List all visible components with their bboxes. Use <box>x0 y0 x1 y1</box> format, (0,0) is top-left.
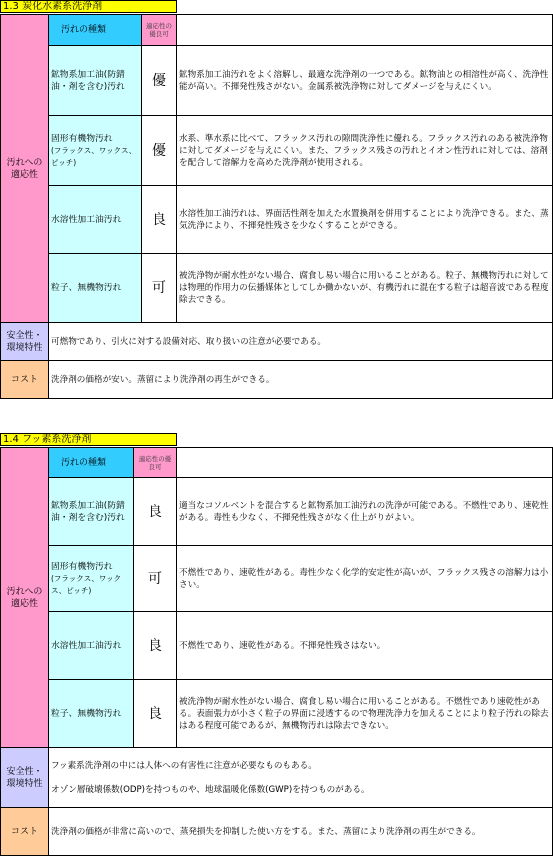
row-desc: 不燃性であり、速乾性がある。毒性少なく化学的安定性が高いが、フラックス残さの溶解力は小さい。 <box>177 546 553 612</box>
table-header-row <box>1 15 553 46</box>
row-type-sub: (フラックス、ワックス、ピッチ) <box>51 573 122 595</box>
safety-label: 安全性・環境特性 <box>1 748 49 808</box>
row-desc: 鉱物系加工油汚れをよく溶解し、最適な洗浄剤の一つである。鉱物油との相溶性が高く、洗浄性能が高い。不揮発性残さがない。金属系被洗浄物に対してダメージを与えにくい。 <box>177 46 553 116</box>
cost-label: コスト <box>1 808 49 856</box>
spec-table <box>0 447 553 856</box>
row-desc: 被洗浄物が耐水性がない場合、腐食し易い場合に用いることがある。不燃性であり速乾性がある。表面張力が小さく粒子の界面に浸透するので物理洗浄力を加えることにより粒子汚れの除去はある程度可能であるが、無機物汚れは除去できない。 <box>177 680 553 748</box>
table-row <box>1 186 553 254</box>
adapt-label: 汚れへの適応性 <box>1 448 49 748</box>
table-row <box>1 546 553 612</box>
row-desc: 水系、準水系に比べて、フラックス汚れの隙間洗浄性に優れる。フラックス汚れのある被洗浄物に対してダメージを与えにくい。また、フラックス残さの汚れとイオン性汚れに対しては、溶剤を配合して溶解力を高めた洗浄剤が使用される。 <box>177 116 553 186</box>
row-type-cell <box>49 116 142 186</box>
header-blank <box>177 448 553 478</box>
safety-label: 安全性・環境特性 <box>1 323 49 361</box>
row-desc: 水溶性加工油汚れは、界面活性剤を加えた水置換剤を併用することにより洗浄できる。また、蒸気洗浄により、不揮発性残さを少なくすることができる。 <box>177 186 553 254</box>
safety-row <box>1 323 553 361</box>
table-header-row <box>1 448 553 478</box>
header-type: 汚れの種類 <box>49 448 134 478</box>
row-type: 固形有機物汚れ <box>51 561 113 572</box>
row-type: 固形有機物汚れ <box>51 133 113 144</box>
header-rate: 適応性の優良可 <box>134 448 177 478</box>
safety-line: フッ素系洗浄剤の中には人体への有害性に注意が必要なものもある。 <box>51 760 317 771</box>
adapt-label: 汚れへの適応性 <box>1 15 49 323</box>
row-rating: 良 <box>134 478 177 546</box>
table-row <box>1 46 553 116</box>
row-rating: 可 <box>142 254 177 323</box>
table-row <box>1 254 553 323</box>
row-rating: 可 <box>134 546 177 612</box>
table-row <box>1 116 553 186</box>
row-rating: 優 <box>142 116 177 186</box>
row-rating: 優 <box>142 46 177 116</box>
header-type: 汚れの種類 <box>49 15 142 46</box>
header-rate: 適応性の優良可 <box>142 15 177 46</box>
cost-row <box>1 808 553 856</box>
table-row <box>1 680 553 748</box>
safety-text <box>49 748 553 808</box>
row-desc: 不燃性であり、速乾性がある。不揮発性残さはない。 <box>177 612 553 680</box>
row-rating: 良 <box>134 680 177 748</box>
row-type: 水溶性加工油汚れ <box>49 186 142 254</box>
row-type: 水溶性加工油汚れ <box>49 612 134 680</box>
row-type: 粒子、無機物汚れ <box>49 254 142 323</box>
cost-row <box>1 361 553 399</box>
table-row <box>1 612 553 680</box>
cost-text: 洗浄剤の価格が安い。蒸留により洗浄剤の再生ができる。 <box>49 361 553 399</box>
row-type: 粒子、無機物汚れ <box>49 680 134 748</box>
row-rating: 良 <box>142 186 177 254</box>
safety-line: オゾン層破壊係数(ODP)を持つものや、地球温暖化係数(GWP)を持つものがある。 <box>51 784 370 795</box>
section-title: 1.3 炭化水素系洗浄剤 <box>0 0 177 13</box>
row-desc: 適当なコソルベントを混合すると鉱物系加工油汚れの洗浄が可能である。不燃性であり、速乾性がある。毒性も少なく、不揮発性残さがなく仕上がりがよい。 <box>177 478 553 546</box>
cost-text: 洗浄剤の価格が非常に高いので、蒸発損失を抑制した使い方をする。また、蒸留により洗浄剤の再生ができる。 <box>49 808 553 856</box>
row-type-sub: (フラックス、ワックス、ピッチ) <box>51 145 137 167</box>
row-type-cell <box>49 546 134 612</box>
row-rating: 良 <box>134 612 177 680</box>
header-blank <box>177 15 553 46</box>
section-title: 1.4 フッ素系洗浄剤 <box>0 433 177 446</box>
cost-label: コスト <box>1 361 49 399</box>
safety-row <box>1 748 553 808</box>
spec-table <box>0 14 553 399</box>
row-desc: 被洗浄物が耐水性がない場合、腐食し易い場合に用いることがある。粒子、無機物汚れに対しては物理的作用力の伝播媒体としてしか働かないが、有機汚れに混在する粒子は超音波である程度除去できる。 <box>177 254 553 323</box>
row-type: 鉱物系加工油(防錆油・剤を含む)汚れ <box>49 478 134 546</box>
table-row <box>1 478 553 546</box>
row-type: 鉱物系加工油(防錆油・剤を含む)汚れ <box>49 46 142 116</box>
safety-text: 可燃物であり、引火に対する設備対応、取り扱いの注意が必要である。 <box>49 323 553 361</box>
